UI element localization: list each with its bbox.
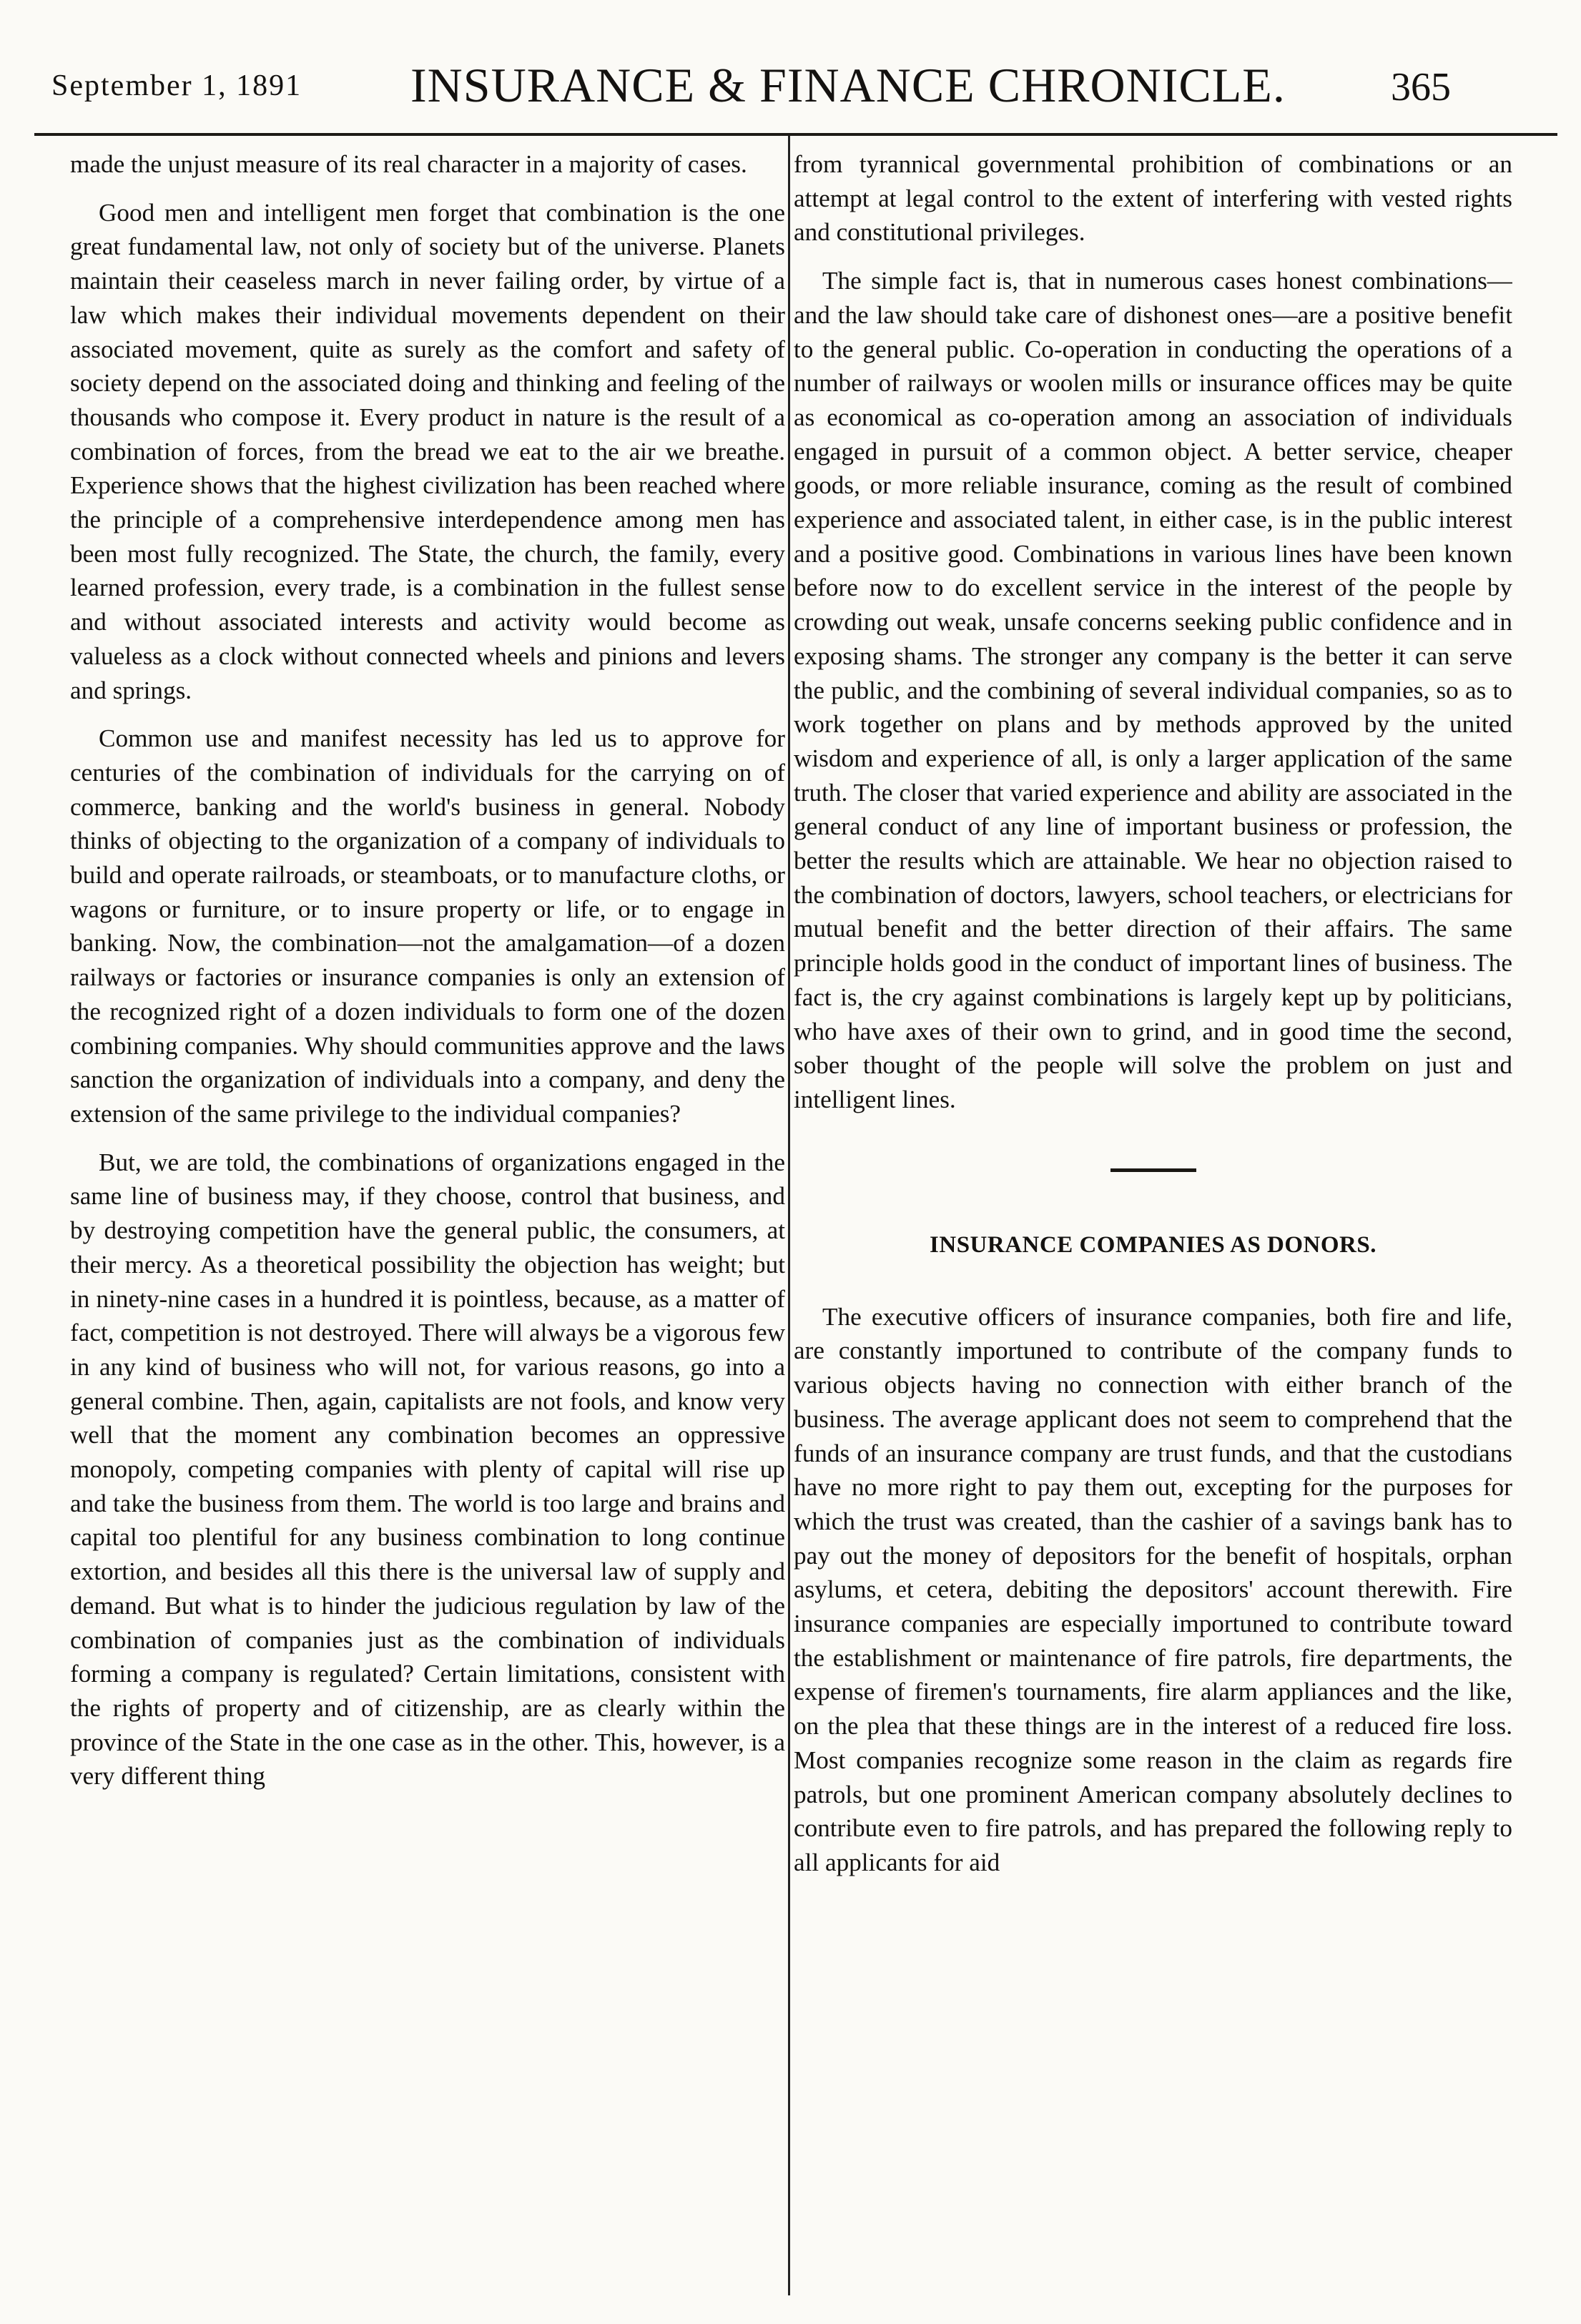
- page-header: [0, 57, 1581, 114]
- section-paragraph-1: The executive officers of insurance companies, both fire and life, are constantly importuned to contribute of the company funds to various objects having no connection with either branch of the business. The average applicant does not seem to comprehend that the funds of an insurance company are trust funds, and that the custodians have no more right to pay them out, excepting for the purposes for which the trust was created, than the cashier of a savings bank has to pay out the money of depositors for the benefit of hospitals, orphan asylums, et cetera, debiting the depositors' account therewith. Fire insurance companies are especially importuned to contribute toward the establishment or maintenance of fire patrols, fire departments, the expense of firemen's tournaments, fire alarm appliances and the like, on the plea that these things are in the interest of a reduced fire loss. Most companies recognize some reason in the claim as regards fire patrols, but one prominent American company absolutely declines to contribute even to fire patrols, and has prepared the following reply to all applicants for aid: [794, 1302, 1512, 1876]
- page-number: 365: [1391, 65, 1451, 109]
- left-paragraph-2: Good men and intelligent men forget that combination is the one great fundamental law, not only of society but of the universe. Planets maintain their ceaseless march in never failing order, by virtue of a law which makes their individual movements dependent on their associated movement, quite as surely as the comfort and safety of society depend on the associated doing and thinking and feeling of the thousands who compose it. Every product in nature is the result of a combination of forces, from the bread we eat to the air we breathe. Experience shows that the highest civilization has been reached where the principle of a comprehensive interdependence among men has been most fully recognized. The State, the church, the family, every learned profession, every trade, is a combination in the fullest sense and without associated interests and activity would become as valueless as a clock without connected wheels and pinions and levers and springs.: [70, 198, 785, 704]
- left-paragraph-3: Common use and manifest necessity has led us to approve for centuries of the combination of individuals for the carrying on of commerce, banking and the world's business in general. Nobody thinks of objecting to the organization of a company of individuals to build and operate railroads, or steamboats, or to manufacture cloths, or wagons or furniture, or to insure property or life, or to engage in banking. Now, the combination—not the amalgamation—of a dozen railways or factories or insurance companies is only an extension of the recognized right of a dozen individuals to form one of the dozen combining companies. Why should communities approve and the laws sanction the organization of individuals into a company, and deny the extension of the same privilege to the individual companies?: [70, 724, 785, 1128]
- issue-date: September 1, 1891: [51, 69, 302, 102]
- left-paragraph-1: made the unjust measure of its real character in a majority of cases.: [70, 150, 747, 178]
- right-paragraph-2: The simple fact is, that in numerous cases honest combinations—and the law should take care of dishonest ones—are a positive benefit to the general public. Co-operation in conducting the operations of a number of railways or woolen mills or insurance offices may be quite as economical as co-operation among an association of individuals engaged in pursuit of a common object. A better service, cheaper goods, or more reliable insurance, coming as the result of combined experience and associated talent, in either case, is in the public interest and a positive good. Combinations in various lines have been known before now to do excellent service in the interest of the people by crowding out weak, unsafe concerns seeking public confidence and in exposing shams. The stronger any company is the better it can serve the public, and the combining of several individual companies, so as to work together on plans and by methods approved by the united wisdom and experience of all, is only a larger application of the same truth. The closer that varied experience and ability are associated in the general conduct of any line of important business or profession, the better the results which are attainable. We hear no objection raised to the combination of doctors, lawyers, school teachers, or electricians for mutual benefit and the better direction of their affairs. The same principle holds good in the conduct of important lines of business. The fact is, the cry against combinations is largely kept up by politicians, who have axes of their own to grind, and in good time the second, sober thought of the people will solve the problem on just and intelligent lines.: [794, 267, 1512, 1113]
- publication-title: INSURANCE & FINANCE CHRONICLE.: [410, 58, 1286, 112]
- right-paragraph-1: from tyrannical governmental prohibition of combinations or an attempt at legal control to the extent of interfering with vested rights and constitutional privileges.: [794, 150, 1512, 247]
- header-rule: [34, 133, 1557, 136]
- section-separator: [1110, 1168, 1196, 1172]
- column-divider: [788, 136, 790, 2295]
- left-column: [70, 147, 785, 2295]
- section-heading: INSURANCE COMPANIES AS DONORS.: [930, 1231, 1376, 1258]
- right-column: [794, 147, 1512, 2295]
- left-paragraph-4: But, we are told, the combinations of organizations engaged in the same line of business may, if they choose, control that business, and by destroying competition have the general public, the consumers, at their mercy. As a theoretical possibility the objection has weight; but in ninety-nine cases in a hundred it is pointless, because, as a matter of fact, competition is not destroyed. There will always be a vigorous few in any kind of business who will not, for various reasons, go into a general combine. Then, again, capitalists are not fools, and know very well that the moment any combination becomes an oppressive monopoly, competing companies with plenty of capital will rise up and take the business from them. The world is too large and brains and capital too plentiful for any business combination to long continue extortion, and besides all this there is the universal law of supply and demand. But what is to hinder the judicious regulation by law of the combination of companies just as the combination of individuals forming a company is regulated? Certain limitations, consistent with the rights of property and of citizenship, are as clearly within the province of the State in the one case as in the other. This, however, is a very different thing: [70, 1148, 785, 1791]
